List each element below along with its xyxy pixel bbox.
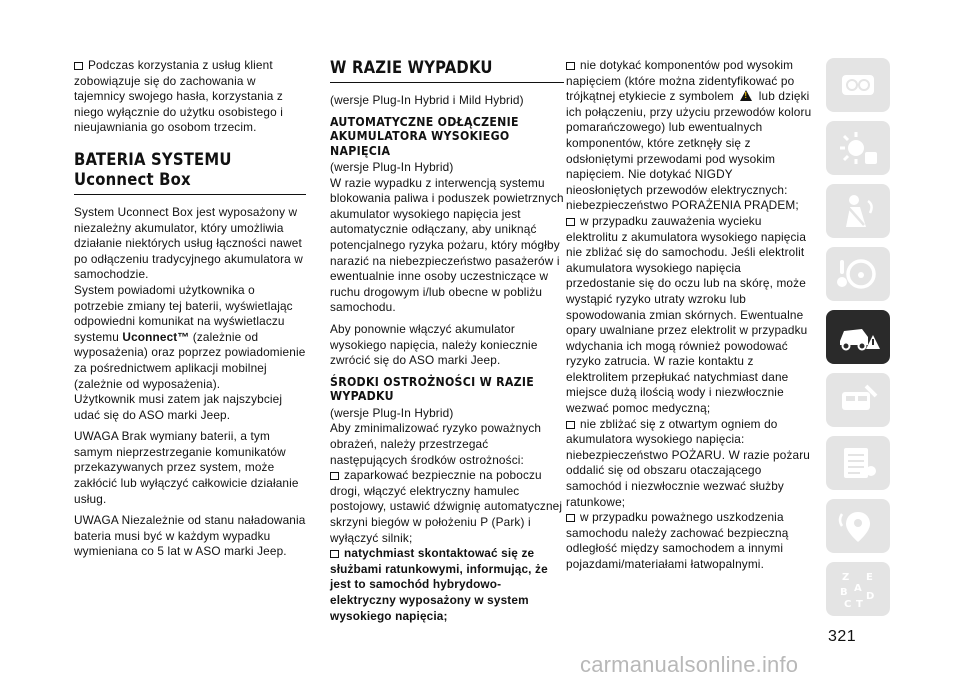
tab-index[interactable] bbox=[826, 562, 890, 616]
page-number: 321 bbox=[828, 628, 857, 645]
bullet-item: w przypadku zauważenia wycieku elektrolitu z akumulatora wysokiego napięcia nie zbliżać się do samochodu. Jeśli elektrolit akumulatora wysokiego napięcia przedostanie się do oczu lub na skórę, może wystąpić ryzyko utraty wzroku lub spowodowania zmian skórnych. Ewentualne opary uwalniane przez elektrolit w przypadku wdychania ich mogą również powodować ryzyko zatrucia. W razie kontaktu z elektrolitem przepłukać natychmiast dane miejsce dużą ilością wody i niezwłocznie wezwać pomoc medyczną; bbox=[566, 213, 808, 416]
tab-warning-lights[interactable] bbox=[826, 121, 890, 175]
index-letters-icon bbox=[836, 569, 880, 609]
checkbox-bullet-icon bbox=[566, 421, 575, 429]
subheading-disconnection: AUTOMATYCZNE ODŁĄCZENIE AKUMULATORA WYSOKIEGO NAPIĘCIA bbox=[330, 114, 519, 158]
checkbox-bullet-icon bbox=[566, 514, 575, 522]
section-heading-accident: W RAZIE WYPADKU bbox=[330, 58, 564, 83]
emergency-crash-icon bbox=[836, 317, 880, 357]
tab-emergency[interactable] bbox=[826, 310, 890, 364]
subheading-note: (wersje Plug-In Hybrid) bbox=[330, 405, 454, 420]
chapter-tab-bar bbox=[826, 58, 890, 625]
svg-text:T: T bbox=[856, 599, 863, 609]
note-paragraph: UWAGA Brak wymiany baterii, a tym samym nieprzestrzeganie komunikatów przekazywanych przez system, może zakłócić lub wyłączyć całkowicie działanie usług. bbox=[74, 429, 299, 506]
high-voltage-warning-icon bbox=[740, 90, 752, 101]
bullet-item: nie dotykać komponentów pod wysokim napięciem (które można zidentyfikować po trójkątnej etykiecie z symbolem ! lub dzięki ich połączeniu, przy użyciu przewodów koloru pomarańczowego) lub ewentualnych komponentów, które zetknęły się z odsłoniętymi przewodami pod wysokim napięciem. Nie dotykać NIGDY nieosłoniętych przewodów elektrycznych: niebezpieczeństwo PORAŻENIA PRĄDEM; bbox=[566, 58, 812, 214]
tab-dashboard[interactable] bbox=[826, 58, 890, 112]
tab-multimedia[interactable] bbox=[826, 499, 890, 553]
note-paragraph: UWAGA Niezależnie od stanu naładowania bateria musi być w każdym wypadku wymieniana co 5 lat w ASO marki Jeep. bbox=[74, 513, 306, 559]
svg-text:A: A bbox=[854, 583, 862, 594]
svg-text:C: C bbox=[844, 599, 852, 609]
intro-paragraph: Podczas korzystania z usług klient zobowiązuje się do zachowania w tajemnicy swojego hasła, korzystania z niego wyłącznie do użytku osobistego i nieujawniania go osobom trzecim. bbox=[74, 58, 283, 135]
svg-text:B: B bbox=[840, 587, 848, 598]
steering-wheel-icon bbox=[836, 254, 880, 294]
tab-technical-data[interactable] bbox=[826, 436, 890, 490]
section-note: (wersje Plug-In Hybrid i Mild Hybrid) bbox=[330, 93, 524, 107]
watermark: carmanualsonline.info bbox=[580, 652, 799, 677]
bullet-item: nie zbliżać się z otwartym ogniem do akumulatora wysokiego napięcia: niebezpieczeństwo POŻARU. W razie pożaru oddalić się od obszaru otaczającego samochód i niezwłocznie wezwać służby ratunkowe; bbox=[566, 416, 810, 509]
paragraph: Aby ponownie włączyć akumulator wysokiego napięcia, należy koniecznie zwrócić się do ASO marki Jeep. bbox=[330, 322, 538, 368]
multimedia-icon bbox=[836, 506, 880, 546]
technical-data-icon bbox=[836, 443, 880, 483]
checkbox-bullet-icon bbox=[330, 472, 339, 480]
right-column bbox=[566, 58, 812, 573]
checkbox-bullet-icon bbox=[566, 218, 575, 226]
bullet-item: natychmiast skontaktować się ze służbami ratunkowymi, informując, że jest to samochód hybrydowo-elektryczny wyposażony w system wysokiego napięcia; bbox=[330, 546, 548, 623]
paragraph: System Uconnect Box jest wyposażony w niezależny akumulator, który umożliwia działanie niektórych usług łączności nawet po odłączeniu tradycyjnego akumulatora w samochodzie. bbox=[74, 204, 303, 282]
subheading-precautions: ŚRODKI OSTROŻNOŚCI W RAZIE WYPADKU bbox=[330, 374, 535, 404]
svg-text:D: D bbox=[866, 591, 875, 602]
svg-text:Z: Z bbox=[842, 572, 850, 583]
svg-text:E: E bbox=[866, 572, 873, 583]
bullet-item: zaparkować bezpiecznie na poboczu drogi, włączyć elektryczny hamulec postojowy, ustawić dźwignię automatycznej skrzyni biegów w położeniu P (Park) i wyłączyć silnik; bbox=[330, 468, 563, 545]
middle-column bbox=[330, 58, 564, 624]
tab-safety[interactable] bbox=[826, 184, 890, 238]
warning-lights-icon bbox=[836, 128, 880, 168]
car-dashboard-icon bbox=[836, 65, 880, 105]
left-column bbox=[74, 58, 306, 566]
paragraph: System powiadomi użytkownika o potrzebie zmiany tej baterii, wyświetlając odpowiedni komunikat na wyświetlaczu systemu Uconnect™ (zależnie od wyposażenia) oraz poprzez powiadomienie za pośrednictwem aplikacji mobilnej (zależnie od wyposażenia). bbox=[74, 282, 306, 391]
bullet-item: w przypadku poważnego uszkodzenia samochodu należy zachować bezpieczną odległość między samochodem a innymi pojazdami/materiałami łatwopalnymi. bbox=[566, 510, 789, 571]
car-maintenance-icon bbox=[836, 380, 880, 420]
tab-maintenance[interactable] bbox=[826, 373, 890, 427]
paragraph: Użytkownik musi zatem jak najszybciej udać się do ASO marki Jeep. bbox=[74, 392, 283, 422]
paragraph: W razie wypadku z interwencją systemu blokowania paliwa i poduszek powietrznych akumulator wysokiego napięcia jest automatycznie odłączany, aby uniknąć potencjalnego ryzyka pożaru, który mógłby narazić na niebezpieczeństwo pasażerów i ewentualnie inne osoby uczestniczące w ruchu drogowym i/lub obecne w pobliżu samochodu. bbox=[330, 175, 564, 315]
section-heading-battery: BATERIA SYSTEMU Uconnect Box bbox=[74, 150, 306, 195]
checkbox-bullet-icon bbox=[566, 62, 575, 70]
checkbox-bullet-icon bbox=[74, 62, 83, 70]
subheading-note: (wersje Plug-In Hybrid) bbox=[330, 160, 454, 175]
checkbox-bullet-icon bbox=[330, 550, 339, 558]
tab-driving[interactable] bbox=[826, 247, 890, 301]
paragraph: Aby zminimalizować ryzyko poważnych obrażeń, należy przestrzegać następujących środków ostrożności: bbox=[330, 421, 542, 467]
seat-safety-icon bbox=[836, 191, 880, 231]
